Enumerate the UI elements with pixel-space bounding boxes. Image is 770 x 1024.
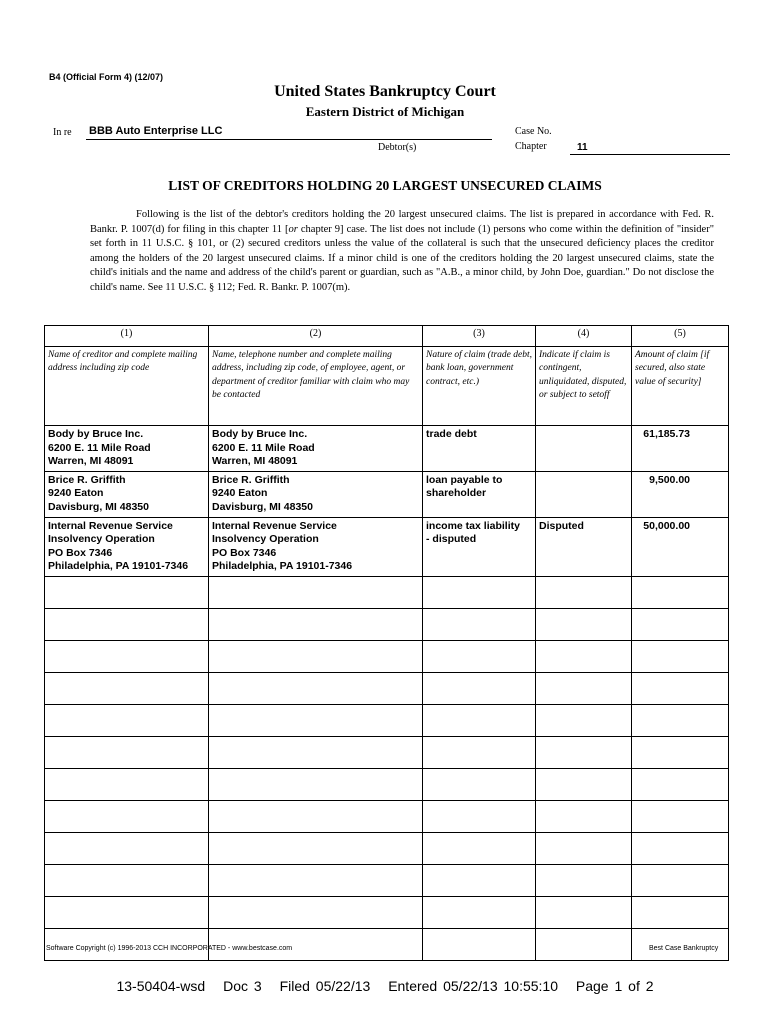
creditor-cell-line: Insolvency Operation	[48, 533, 155, 546]
empty-cell	[423, 768, 536, 800]
creditor-cell-line: 6200 E. 11 Mile Road	[48, 441, 151, 454]
creditor-cell-line: Philadelphia, PA 19101-7346	[48, 560, 189, 573]
empty-cell	[45, 864, 209, 896]
nature-cell	[423, 517, 536, 576]
creditor-cell-line: Warren, MI 48091	[48, 455, 134, 468]
contact-cell-line: Internal Revenue Service	[212, 519, 337, 532]
column-number: (2)	[209, 326, 423, 347]
empty-cell	[423, 864, 536, 896]
empty-cell	[45, 800, 209, 832]
list-title: LIST OF CREDITORS HOLDING 20 LARGEST UNSECURED CLAIMS	[168, 178, 602, 193]
empty-cell	[632, 704, 729, 736]
contact-cell-line: Warren, MI 48091	[212, 455, 298, 468]
empty-cell	[209, 640, 423, 672]
empty-cell	[423, 672, 536, 704]
indicate-cell	[536, 426, 632, 472]
empty-cell	[536, 672, 632, 704]
contact-cell-line: PO Box 7346	[212, 546, 277, 559]
empty-cell	[423, 896, 536, 928]
contact-cell-line: Insolvency Operation	[212, 533, 319, 546]
column-number: (5)	[632, 326, 729, 347]
empty-cell	[632, 768, 729, 800]
contact-cell	[209, 517, 423, 576]
empty-cell	[209, 672, 423, 704]
court-name: United States Bankruptcy Court	[274, 83, 496, 100]
column-number: (1)	[45, 326, 209, 347]
filing-stamp	[0, 978, 770, 994]
creditor-cell-line: 9240 Eaton	[48, 487, 104, 500]
empty-cell	[45, 640, 209, 672]
debtor-name: BBB Auto Enterprise LLC	[89, 125, 223, 137]
empty-cell	[536, 832, 632, 864]
creditor-cell	[45, 517, 209, 576]
contact-cell-line: Philadelphia, PA 19101-7346	[212, 560, 353, 573]
empty-cell	[536, 864, 632, 896]
empty-cell	[209, 704, 423, 736]
empty-cell	[45, 896, 209, 928]
column-header-amount: Amount of claim [if secured, also state value of security]	[632, 347, 729, 426]
column-header-creditor: Name of creditor and complete mailing address including zip code	[45, 347, 209, 426]
table-row	[45, 471, 729, 517]
amount-cell: 50,000.00	[632, 517, 729, 576]
stamp-filed: Filed 05/22/13	[279, 978, 371, 994]
column-number-row	[45, 326, 729, 347]
column-header-indicate: Indicate if claim is contingent, unliquidated, disputed, or subject to setoff	[536, 347, 632, 426]
empty-row	[45, 608, 729, 640]
empty-cell	[632, 864, 729, 896]
empty-cell	[632, 736, 729, 768]
creditor-cell-line: Body by Bruce Inc.	[48, 428, 144, 440]
empty-cell	[632, 640, 729, 672]
empty-row	[45, 576, 729, 608]
chapter-underline	[570, 154, 730, 155]
empty-cell	[423, 928, 536, 960]
intro-paragraph	[90, 208, 714, 296]
contact-cell-line: Body by Bruce Inc.	[212, 428, 308, 440]
stamp-case-number: 13-50404-wsd	[116, 978, 206, 994]
empty-cell	[45, 608, 209, 640]
debtor-label: Debtor(s)	[378, 142, 417, 153]
empty-cell	[45, 832, 209, 864]
empty-cell	[423, 736, 536, 768]
debtor-underline	[86, 139, 492, 140]
empty-row	[45, 896, 729, 928]
empty-cell	[536, 576, 632, 608]
contact-cell	[209, 471, 423, 517]
contact-cell	[209, 426, 423, 472]
empty-row	[45, 800, 729, 832]
intro-text-2: chapter 9] case. The list does not include (1) persons who come within the definition of "insider" set forth in 11 U.S.C. § 101, or (2) secured creditors unless the value of the collateral is such that the unsecured deficiency places the creditor among the holders of the 20 largest unsecured claims. If a minor child is one of the creditors holding the 20 largest unsecured claims, state the child's initials and the name and address of the child's parent or guardian, such as "A.B., a minor child, by John Doe, guardian." Do not disclose the child's name. See 11 U.S.C. § 112; Fed. R. Bankr. P. 1007(m).	[90, 223, 714, 293]
creditor-cell-line: Brice R. Griffith	[48, 473, 126, 486]
empty-cell	[45, 768, 209, 800]
indicate-cell	[536, 471, 632, 517]
empty-cell	[632, 576, 729, 608]
stamp-entered: Entered 05/22/13 10:55:10	[388, 978, 558, 994]
stamp-doc: Doc 3	[223, 978, 262, 994]
contact-cell-line: Brice R. Griffith	[212, 473, 290, 486]
creditor-cell-line: Internal Revenue Service	[48, 519, 173, 532]
stamp-page: Page 1 of 2	[575, 978, 654, 994]
footer-brand: Best Case Bankruptcy	[649, 945, 719, 952]
empty-cell	[45, 672, 209, 704]
nature-cell-line: income tax liability	[426, 519, 520, 532]
column-header-row	[45, 347, 729, 426]
empty-cell	[536, 896, 632, 928]
empty-cell	[536, 704, 632, 736]
nature-cell	[423, 426, 536, 472]
creditors-table	[44, 325, 729, 961]
empty-cell	[209, 832, 423, 864]
amount-cell: 61,185.73	[632, 426, 729, 472]
nature-cell-line: loan payable to	[426, 473, 503, 486]
column-header-contact: Name, telephone number and complete mailing address, including zip code, of employee, agent, or department of creditor familiar with claim who may be contacted	[209, 347, 423, 426]
intro-text-1: Following is the list of the debtor's creditors holding the 20 largest unsecured claims. The list is prepared in accordance with Fed. R. Bankr. P. 1007(d) for filing in this chapter 11 [	[90, 209, 714, 235]
nature-cell-line: - disputed	[426, 533, 477, 546]
empty-cell	[423, 704, 536, 736]
empty-cell	[536, 768, 632, 800]
table-row	[45, 426, 729, 472]
empty-cell	[45, 736, 209, 768]
creditor-cell-line: PO Box 7346	[48, 546, 113, 559]
footer-copyright: Software Copyright (c) 1996-2013 CCH INCORPORATED - www.bestcase.com	[46, 945, 293, 952]
empty-cell	[209, 576, 423, 608]
empty-row	[45, 768, 729, 800]
empty-cell	[632, 800, 729, 832]
column-header-nature: Nature of claim (trade debt, bank loan, government contract, etc.)	[423, 347, 536, 426]
empty-cell	[536, 608, 632, 640]
empty-cell	[423, 800, 536, 832]
empty-cell	[632, 832, 729, 864]
contact-cell-line: 9240 Eaton	[212, 487, 268, 500]
empty-cell	[45, 576, 209, 608]
empty-cell	[209, 768, 423, 800]
intro-italic: or	[288, 223, 298, 235]
empty-row	[45, 736, 729, 768]
indicate-cell: Disputed	[536, 517, 632, 576]
column-number: (4)	[536, 326, 632, 347]
empty-cell	[209, 896, 423, 928]
creditor-cell	[45, 426, 209, 472]
empty-cell	[209, 800, 423, 832]
district-name: Eastern District of Michigan	[305, 104, 465, 119]
empty-cell	[632, 896, 729, 928]
empty-cell	[45, 704, 209, 736]
contact-cell-line: Davisburg, MI 48350	[212, 500, 313, 513]
empty-cell	[423, 608, 536, 640]
column-number: (3)	[423, 326, 536, 347]
empty-row	[45, 704, 729, 736]
empty-row	[45, 832, 729, 864]
empty-cell	[536, 800, 632, 832]
in-re-label: In re	[53, 127, 72, 138]
amount-cell: 9,500.00	[632, 471, 729, 517]
empty-cell	[423, 832, 536, 864]
nature-cell-line: shareholder	[426, 487, 487, 500]
chapter-label: Chapter	[515, 141, 547, 152]
case-number-label: Case No.	[515, 126, 552, 137]
contact-cell-line: 6200 E. 11 Mile Road	[212, 441, 315, 454]
creditor-cell	[45, 471, 209, 517]
empty-cell	[209, 608, 423, 640]
empty-cell	[423, 576, 536, 608]
empty-cell	[536, 928, 632, 960]
empty-row	[45, 640, 729, 672]
empty-row	[45, 864, 729, 896]
empty-row	[45, 672, 729, 704]
empty-cell	[209, 736, 423, 768]
empty-cell	[423, 640, 536, 672]
empty-cell	[536, 640, 632, 672]
empty-cell	[536, 736, 632, 768]
creditor-cell-line: Davisburg, MI 48350	[48, 500, 149, 513]
chapter-value: 11	[577, 142, 588, 153]
nature-cell	[423, 471, 536, 517]
empty-cell	[632, 608, 729, 640]
nature-cell-line: trade debt	[426, 428, 477, 440]
empty-cell	[209, 864, 423, 896]
empty-cell	[632, 672, 729, 704]
form-identifier: B4 (Official Form 4) (12/07)	[49, 72, 164, 82]
table-row	[45, 517, 729, 576]
